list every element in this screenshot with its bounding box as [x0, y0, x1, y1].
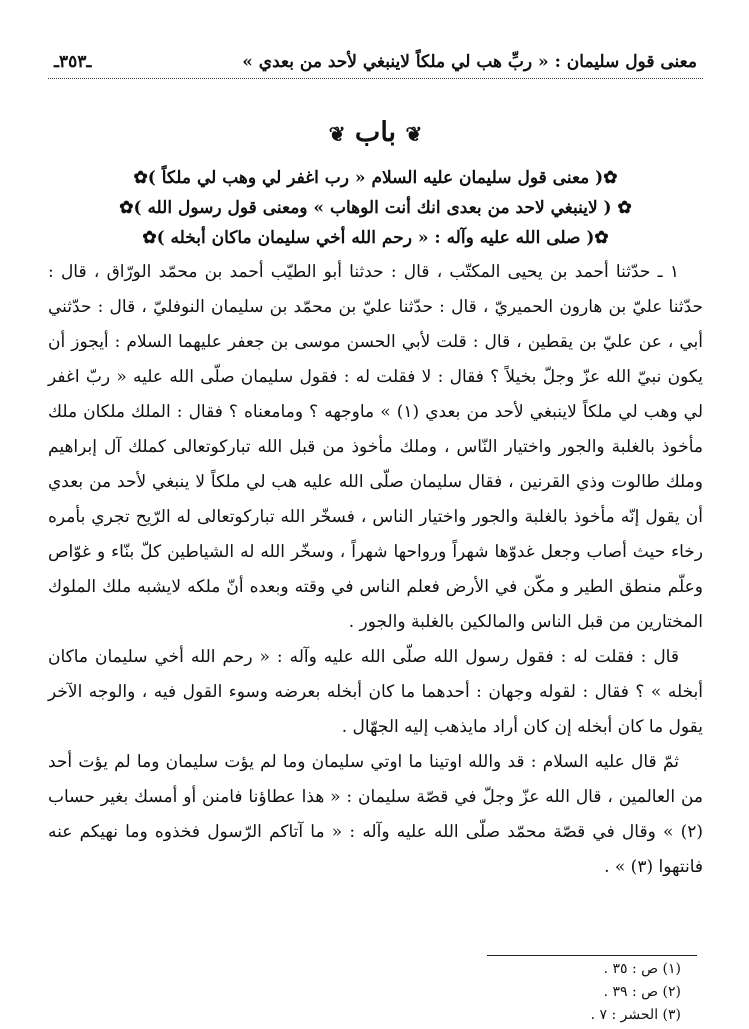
- paragraph: ثمّ قال عليه السلام : قد والله اوتينا ما اوتي سليمان وما لم يؤت سليمان وما لم يؤت أحد من العالمين ، قال الله عزّ وجلّ في قصّة سليمان : « هذا عطاؤنا فامنن أو أمسك بغير حساب (٢) » وقال في قصّة محمّد صلّى الله عليه وآله : « ما آتاكم الرّسول فخذوه وما نهيكم عنه فانتهوا (٣) » .: [48, 752, 703, 877]
- chapter-title: [48, 117, 703, 157]
- footnote: (١) ص : ٣٥ .: [603, 961, 681, 977]
- paragraph: قال : فقلت له : فقول رسول الله صلّى الله عليه وآله : « رحم الله أخي سليمان ماكان أبخله » ؟ فقال : لقوله وجهان : أحدهما ما كان أبخله بعرضه وسوء القول فيه ، والوجه الآخر يقول ما كان أبخله إن كان أراد مايذهب إليه الجهّال .: [48, 647, 703, 737]
- section-heading: [48, 163, 703, 253]
- page-number: ـ٣٥٣ـ: [54, 52, 92, 72]
- running-header: [48, 52, 703, 78]
- footnotes: [48, 958, 703, 1027]
- body-text: [48, 255, 703, 885]
- footnote: (٢) ص : ٣٩ .: [603, 984, 681, 1000]
- paragraph: ١ ـ حدّثنا أحمد بن يحيى المكتّب ، قال : حدثنا أبو الطيّب أحمد بن محمّد الورّاق ، قال : حدّثنا عليّ بن هارون الحميريّ ، قال : حدّثنا عليّ بن محمّد بن سليمان النوفليّ ، قال : حدّثني أبي ، عن عليّ بن يقطين ، قال : قلت لأبي الحسن موسى بن جعفر عليهما السلام : أيجوز أن يكون نبيّ الله عزّ وجلّ بخيلاً ؟ فقال : لا فقلت له : فقول سليمان صلّى الله عليه « ربّ اغفر لي وهب لي ملكاً لاينبغي لأحد من بعدي (١) » ماوجهه ؟ ومامعناه ؟ فقال : الملك ملكان ملك مأخوذ بالغلبة والجور واختيار النّاس ، وملك مأخوذ من قبل الله تباركوتعالى كملك آل إبراهيم وملك طالوت وذي القرنين ، فقال سليمان صلّى الله عليه هب لي ملكاً لا ينبغي لأحد من بعدي أن يقول إنّه مأخوذ بالغلبة والجور واختيار الناس ، فسخّر الله تباركوتعالى له الرّيح تجري بأمره رخاء حيث أصاب وجعل غدوّها شهراً ورواحها شهراً ، وسخّر الله له الشياطين كلّ بنّاء و غوّاص وعلّم منطق الطير و مكّن في الأرض فعلم الناس في وقته وبعده أنّ ملكه لايشبه ملك الملوك المختارين من قبل الناس والمالكين بالغلبة والجور .: [48, 262, 704, 632]
- heading-line: ✿ ( لاينبغي لاحد من بعدى انك أنت الوهاب » ومعنى قول رسول الله )✿: [119, 198, 632, 218]
- heading-line: ✿( معنى قول سليمان عليه السلام « رب اغفر لي وهب لي ملكاً )✿: [133, 168, 618, 188]
- chapter-label: باب: [354, 117, 397, 148]
- header-dotted-rule: [48, 78, 703, 79]
- ornament-left-icon: ❦: [328, 122, 346, 146]
- heading-line: ✿( صلى الله عليه وآله : « رحم الله أخي سليمان ماكان أبخله )✿: [142, 228, 609, 248]
- footnote-rule: [487, 955, 697, 956]
- ornament-right-icon: ❦: [405, 122, 423, 146]
- book-page: [48, 52, 704, 1023]
- running-title: معنى قول سليمان : « ربِّ هب لي ملكاً لاينبغي لأحد من بعدي »: [242, 52, 697, 72]
- footnote: (٣) الحشر : ٧ .: [590, 1007, 681, 1023]
